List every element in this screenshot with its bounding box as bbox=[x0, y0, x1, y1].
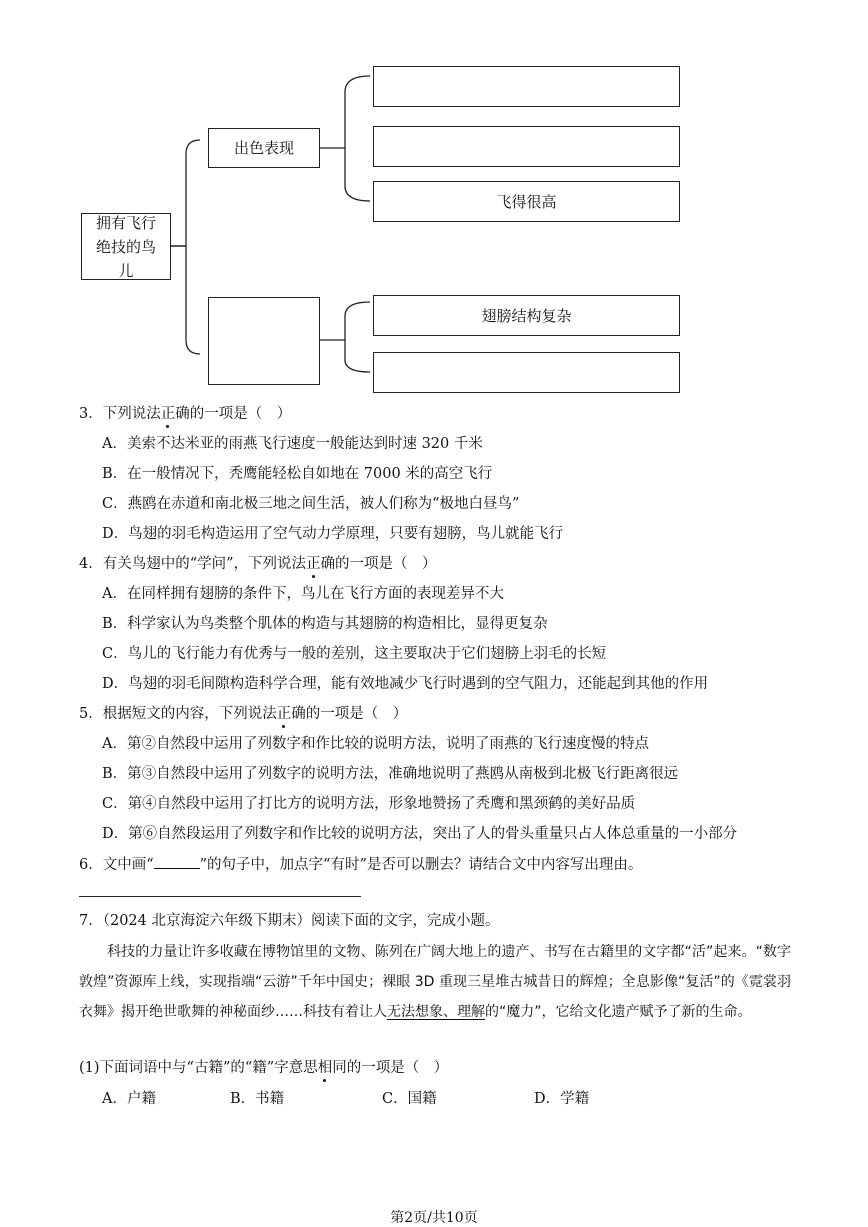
question-7-stem: 7．（2024 北京海淀六年级下期末）阅读下面的文字，完成小题。 bbox=[79, 913, 500, 929]
question-3-option-d[interactable]: D．鸟翅的羽毛构造运用了空气动力学原理，只要有翅膀，鸟儿就能飞行 bbox=[102, 526, 564, 542]
question-6-stem-text: 6．文中画“ bbox=[79, 857, 154, 873]
question-4-stem bbox=[79, 554, 437, 574]
question-7-sub1-text: (1)下面词语中与“古籍”的“籍”字意思 bbox=[79, 1060, 318, 1076]
emphasis-dot-char: 正 bbox=[306, 556, 321, 572]
question-4-option-d[interactable]: D．鸟翅的羽毛间隙构造科学合理，能有效地减少飞行时遇到的空气阻力，还能起到其他的作用 bbox=[102, 676, 709, 692]
passage-text-end: 的“魔力”，它给文化遗产赋予了新的生命。 bbox=[485, 1004, 752, 1020]
question-3-option-b[interactable]: B．在一般情况下，秃鹰能轻松自如地在 7000 米的高空飞行 bbox=[102, 466, 493, 482]
question-7-passage bbox=[79, 937, 791, 1027]
diagram-leaf-3-label: 飞得很高 bbox=[496, 192, 557, 211]
question-6-stem bbox=[79, 854, 642, 875]
diagram-branch2-node[interactable] bbox=[208, 297, 320, 385]
diagram-leaf-4 bbox=[373, 295, 680, 336]
diagram-leaf-1[interactable] bbox=[373, 66, 680, 107]
question-5-stem-text-end: 确的一项是（ ） bbox=[291, 706, 408, 722]
passage-underlined-phrase: 无法想象、理解 bbox=[387, 1004, 485, 1020]
question-3-option-a[interactable]: A．美索不达米亚的雨燕飞行速度一般能达到时速 320 千米 bbox=[102, 436, 483, 452]
question-4-option-b[interactable]: B．科学家认为鸟类整个肌体的构造与其翅膀的构造相比，显得更复杂 bbox=[102, 616, 548, 632]
question-7-sub1-option-a[interactable]: A．户籍 bbox=[102, 1091, 156, 1107]
question-7-sub1-stem bbox=[79, 1058, 448, 1078]
underline-marker bbox=[154, 854, 200, 869]
page-number: 第2页/共10页 bbox=[390, 1210, 478, 1226]
question-3-stem bbox=[79, 404, 291, 424]
question-3-option-c[interactable]: C．燕鸥在赤道和南北极三地之间生活，被人们称为“极地白昼鸟” bbox=[102, 496, 520, 512]
passage-text: 科技的力量让许多收藏在博物馆里的文物、陈列在广阔大地上的遗产、书写在古籍里的文字都“活”起来。“数字敦煌”资源库上线，实现指端“云游”千年中国史；裸眼 3D 重现三星堆古城昔日的辉煌；全息影像“复活”的《霓裳羽衣舞》揭开绝世歌舞的神秘面纱……科技有着让人 bbox=[79, 944, 791, 1020]
question-5-option-b[interactable]: B．第③自然段中运用了列数字的说明方法，准确地说明了燕鸥从南极到北极飞行距离很远 bbox=[102, 766, 679, 782]
emphasis-dot-char: 正 bbox=[160, 406, 176, 422]
question-4-option-a[interactable]: A．在同样拥有翅膀的条件下，鸟儿在飞行方面的表现差异不大 bbox=[102, 586, 504, 602]
question-7-sub1-option-c[interactable]: C．国籍 bbox=[382, 1091, 437, 1107]
diagram-leaf-5[interactable] bbox=[373, 352, 680, 393]
question-3-stem-text-end: 确的一项是（ ） bbox=[175, 406, 292, 422]
question-7-sub1-option-d[interactable]: D．学籍 bbox=[534, 1091, 590, 1107]
question-6-stem-text-end: ”的句子中，加点字“有时”是否可以删去？请结合文中内容写出理由。 bbox=[199, 857, 643, 873]
diagram-root-node bbox=[81, 213, 171, 280]
diagram-leaf-4-label: 翅膀结构复杂 bbox=[481, 306, 572, 325]
question-7-sub1-option-b[interactable]: B．书籍 bbox=[230, 1091, 285, 1107]
diagram-leaf-3 bbox=[373, 181, 680, 222]
question-3-stem-text: 3．下列说法 bbox=[79, 406, 161, 422]
question-5-option-c[interactable]: C．第④自然段中运用了打比方的说明方法，形象地赞扬了秃鹰和黑颈鹤的美好品质 bbox=[102, 796, 636, 812]
diagram-leaf-2[interactable] bbox=[373, 126, 680, 167]
question-5-option-d[interactable]: D．第⑥自然段运用了列数字和作比较的说明方法，突出了人的骨头重量只占人体总重量的一小部分 bbox=[102, 826, 738, 842]
diagram-branch1-label: 出色表现 bbox=[233, 139, 294, 157]
emphasis-dot-char: 正 bbox=[276, 706, 292, 722]
question-4-stem-text: 4．有关鸟翅中的“学问”，下列说法 bbox=[79, 556, 307, 572]
answer-line[interactable] bbox=[79, 896, 361, 897]
diagram-branch1-node bbox=[208, 128, 320, 168]
question-5-option-a[interactable]: A．第②自然段中运用了列数字和作比较的说明方法，说明了雨燕的飞行速度慢的特点 bbox=[102, 736, 649, 752]
emphasis-dot-char: 相 bbox=[317, 1060, 333, 1076]
question-4-option-c[interactable]: C．鸟儿的飞行能力有优秀与一般的差别，这主要取决于它们翅膀上羽毛的长短 bbox=[102, 646, 607, 662]
diagram-root-label: 拥有飞行绝技的鸟儿 bbox=[95, 213, 156, 280]
question-5-stem bbox=[79, 704, 407, 724]
question-4-stem-text-end: 确的一项是（ ） bbox=[320, 556, 437, 572]
question-7-sub1-text-end: 同的一项是（ ） bbox=[332, 1060, 449, 1076]
question-5-stem-text: 5．根据短文的内容，下列说法 bbox=[79, 706, 277, 722]
